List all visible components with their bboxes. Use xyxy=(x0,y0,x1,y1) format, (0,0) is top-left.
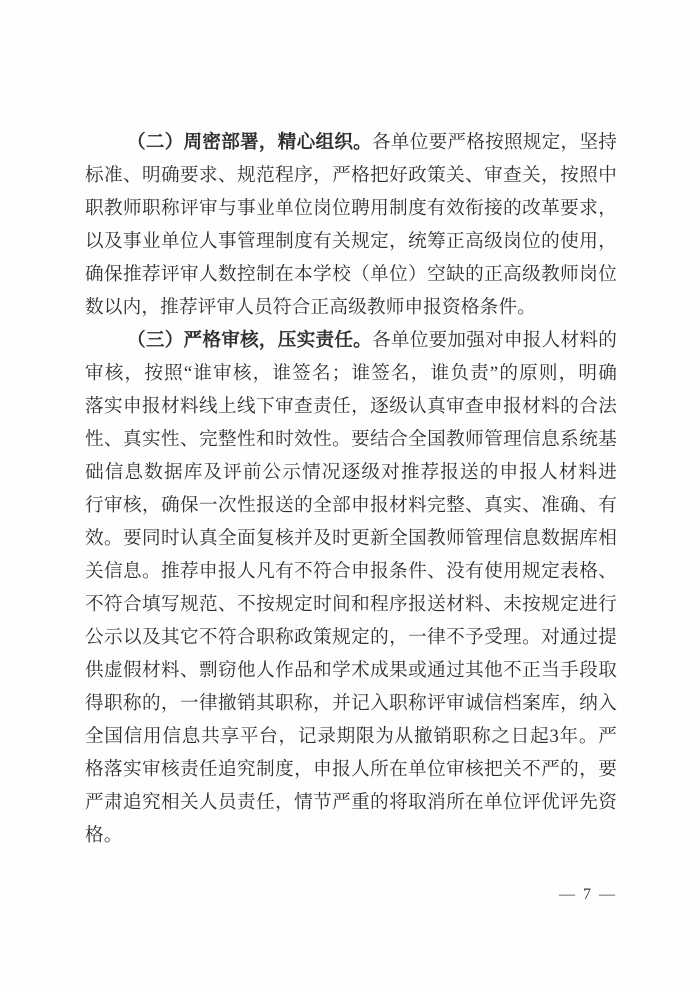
text-line: 落实申报材料线上线下审查责任，逐级认真审查申报材料的合法 xyxy=(85,396,617,417)
text-line xyxy=(85,324,617,357)
text-line: 数以内，推荐评审人员符合正高级教师申报资格条件。 xyxy=(85,297,537,318)
paragraph-lead: （二）周密部署，精心组织。 xyxy=(127,132,373,153)
text-line: 职教师职称评审与事业单位岗位聘用制度有效衔接的改革要求， xyxy=(85,198,617,219)
text-line: 格。 xyxy=(85,825,123,846)
text-line: 得职称的，一律撤销其职称，并记入职称评审诚信档案库，纳入 xyxy=(85,693,617,714)
text-line xyxy=(85,126,617,159)
text-line: 格落实审核责任追究制度，申报人所在单位审核把关不严的，要 xyxy=(85,759,617,780)
page-number: — 7 — xyxy=(559,886,617,903)
paragraph-lead-rest: 各单位要严格按照规定，坚持 xyxy=(372,132,617,153)
paragraph-lead-rest: 各单位要加强对申报人材料的 xyxy=(372,330,617,351)
text-line: 效。要同时认真全面复核并及时更新全国教师管理信息数据库相 xyxy=(85,528,617,549)
text-line: 础信息数据库及评前公示情况逐级对推荐报送的申报人材料进 xyxy=(85,462,617,483)
text-line: 全国信用信息共享平台，记录期限为从撤销职称之日起3年。严 xyxy=(85,726,617,747)
text-line: 严肃追究相关人员责任，情节严重的将取消所在单位评优评先资 xyxy=(85,792,617,813)
paragraph-2 xyxy=(85,324,617,852)
text-line: 关信息。推荐申报人凡有不符合申报条件、没有使用规定表格、 xyxy=(85,561,617,582)
text-line: 以及事业单位人事管理制度有关规定，统筹正高级岗位的使用， xyxy=(85,231,617,252)
text-line: 确保推荐评审人数控制在本学校（单位）空缺的正高级教师岗位 xyxy=(85,264,617,285)
text-line: 审核，按照“谁审核，谁签名；谁签名，谁负责”的原则，明确 xyxy=(85,363,617,384)
text-line: 性、真实性、完整性和时效性。要结合全国教师管理信息系统基 xyxy=(85,429,617,450)
paragraph-1 xyxy=(85,126,617,324)
text-line: 不符合填写规范、不按规定时间和程序报送材料、未按规定进行 xyxy=(85,594,617,615)
text-line: 供虚假材料、剽窃他人作品和学术成果或通过其他不正当手段取 xyxy=(85,660,617,681)
text-line: 行审核，确保一次性报送的全部申报材料完整、真实、准确、有 xyxy=(85,495,617,516)
document-body xyxy=(85,126,617,852)
text-line: 标准、明确要求、规范程序，严格把好政策关、审查关，按照中 xyxy=(85,165,617,186)
paragraph-lead: （三）严格审核，压实责任。 xyxy=(127,330,373,351)
text-line: 公示以及其它不符合职称政策规定的，一律不予受理。对通过提 xyxy=(85,627,617,648)
